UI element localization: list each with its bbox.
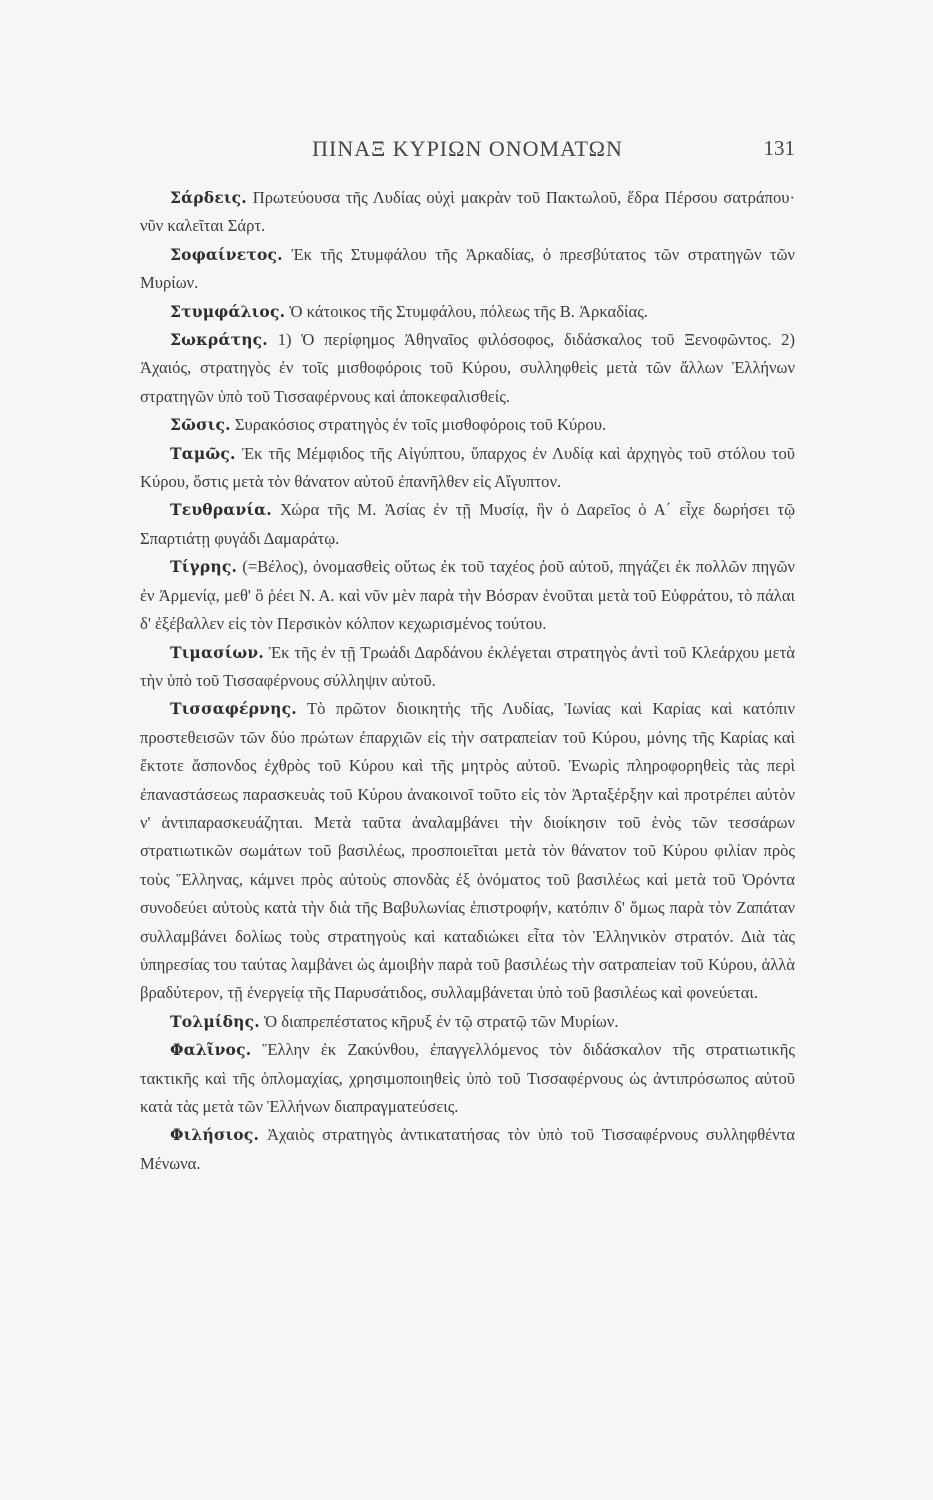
index-entry (140, 184, 795, 241)
entry-headword: Στυμφάλιος. (170, 301, 286, 321)
entry-headword: Σῶσις. (170, 415, 231, 435)
index-entry (140, 326, 795, 411)
entry-text: Ἐκ τῆς Μέμφιδος τῆς Αἰγύπτου, ὕπαρχος ἐν Λυδίᾳ καὶ ἀρχηγὸς τοῦ στόλου τοῦ Κύρου, ὅστις μετὰ τὸν θάνατον αὐτοῦ ἐπανῆλθεν εἰς Αἴγυπτον. (140, 443, 795, 492)
entry-headword: Τισσαφέρνης. (170, 699, 297, 719)
entry-text: Ἐκ τῆς ἐν τῇ Τρωάδι Δαρδάνου ἐκλέγεται στρατηγὸς ἀντὶ τοῦ Κλεάρχου μετὰ τὴν ὑπὸ τοῦ Τισσαφέρνους σύλληψιν αὐτοῦ. (140, 642, 795, 690)
index-entry (140, 298, 795, 326)
entry-text: Ὁ κάτοικος τῆς Στυμφάλου, πόλεως τῆς Β. Ἀρκαδίας. (289, 301, 648, 321)
entry-headword: Σοφαίνετος. (170, 244, 283, 264)
entry-headword: Τολμίδης. (170, 1011, 260, 1031)
index-entry (140, 411, 795, 439)
entry-text: 1) Ὁ περίφημος Ἀθηναῖος φιλόσοφος, διδάσκαλος τοῦ Ξενοφῶντος. 2) Ἀχαιός, στρατηγὸς ἐν τοῖς μισθοφόροις τοῦ Κύρου, συλληφθεὶς μετὰ τῶν ἄλλων Ἑλλήνων στρατηγῶν ὑπὸ τοῦ Τισσαφέρνους καὶ ἀποκεφαλισθείς. (140, 330, 795, 406)
entry-headword: Φαλῖνος. (170, 1040, 252, 1060)
index-entry (140, 1036, 795, 1121)
entry-headword: Τευθρανία. (170, 500, 272, 520)
entry-headword: Τίγρης. (170, 557, 238, 577)
entry-headword: Τιμασίων. (170, 642, 264, 662)
index-entry (140, 639, 795, 696)
entry-text: Ἀχαιὸς στρατηγὸς ἀντικατατήσας τὸν ὑπὸ τοῦ Τισσαφέρνους συλληφθέντα Μένωνα. (140, 1125, 795, 1173)
index-entries (140, 184, 795, 1178)
index-entry (140, 1121, 795, 1178)
entry-text: Συρακόσιος στρατηγὸς ἐν τοῖς μισθοφόροις τοῦ Κύρου. (234, 415, 607, 435)
index-entry (140, 1008, 795, 1036)
page-title: ΠΙΝΑΞ ΚΥΡΙΩΝ ΟΝΟΜΑΤΩΝ (312, 136, 623, 161)
entry-text: Ἕλλην ἐκ Ζακύνθου, ἐπαγγελλόμενος τὸν διδάσκαλον τῆς στρατιωτικῆς τακτικῆς καὶ τῆς ὁπλομαχίας, χρησιμοποιηθεὶς ὑπὸ τοῦ Τισσαφέρνους ὡς ἀντιπρόσωπος αὐτοῦ κατὰ τὰς μετὰ τῶν Ἑλλήνων διαπραγματεύσεις. (140, 1040, 795, 1116)
index-entry (140, 440, 795, 497)
entry-text: Πρωτεύουσα τῆς Λυδίας οὐχὶ μακρὰν τοῦ Πακτωλοῦ, ἕδρα Πέρσου σατράπου· νῦν καλεῖται Σάρτ. (140, 188, 795, 236)
index-entry (140, 553, 795, 638)
entry-headword: Ταμῶς. (170, 443, 236, 463)
entry-text: Χώρα τῆς Μ. Ἀσίας ἐν τῇ Μυσίᾳ, ἣν ὁ Δαρεῖος ὁ Α΄ εἶχε δωρήσει τῷ Σπαρτιάτῃ φυγάδι Δαμαράτῳ. (140, 500, 795, 548)
entry-text: Ἐκ τῆς Στυμφάλου τῆς Ἀρκαδίας, ὁ πρεσβύτατος τῶν στρατηγῶν τῶν Μυρίων. (140, 244, 795, 293)
entry-text: Τὸ πρῶτον διοικητὴς τῆς Λυδίας, Ἰωνίας καὶ Καρίας καὶ κατόπιν προστεθεισῶν τῶν δύο πρώτων ἐπαρχιῶν εἰς τὴν σατραπείαν τοῦ Κύρου, μόνης τῆς Καρίας καὶ ἔκτοτε ἄσπονδος ἐχθρὸς τοῦ Κύρου καὶ τῆς μητρὸς αὐτοῦ. Ἐνωρὶς πληροφορηθεὶς τὰς περὶ ἐπαναστάσεως παρασκευὰς τοῦ Κύρου ἀνακοινοῖ τοῦτο εἰς τὸν Ἀρταξέρξην καὶ προτρέπει αὐτὸν ν' ἀντιπαρασκευάζηται. Μετὰ ταῦτα ἀναλαμβάνει τὴν διοίκησιν τοῦ ἑνὸς τῶν τεσσάρων στρατιωτικῶν σωμάτων τοῦ βασιλέως, προσποιεῖται μετὰ τὸν θάνατον τοῦ Κύρου φιλίαν πρὸς τοὺς Ἕλληνας, κάμνει πρὸς αὐτοὺς σπονδὰς ἐξ ὀνόματος τοῦ βασιλέως καὶ μετὰ τοῦ Ὀρόντα συνοδεύει αὐτοὺς κατὰ τὴν διὰ τῆς Βαβυλωνίας ἐπιστροφήν, κατόπιν δ' ὅμως παρὰ τὸν Ζαπάταν συλλαμβάνει δολίως τοὺς στρατηγοὺς καὶ καταδιώκει εἶτα τὸν Ἑλληνικὸν στρατόν. Διὰ τὰς ὑπηρεσίας του ταύτας λαμβάνει ὡς ἀμοιβὴν παρὰ τοῦ βασιλέως τὴν σατραπείαν τοῦ Κύρου, ἀλλὰ βραδύτερον, τῇ ἐνεργείᾳ τῆς Παρυσάτιδος, συλλαμβάνεται ὑπὸ τοῦ βασιλέως καὶ φονεύεται. (140, 699, 795, 1003)
running-head (140, 136, 795, 166)
page-number: 131 (763, 136, 795, 160)
index-entry (140, 695, 795, 1007)
index-entry (140, 496, 795, 553)
index-entry (140, 241, 795, 298)
entry-headword: Σωκράτης. (170, 330, 268, 350)
entry-headword: Φιλήσιος. (170, 1125, 260, 1145)
entry-text: Ὁ διαπρεπέστατος κῆρυξ ἐν τῷ στρατῷ τῶν Μυρίων. (263, 1011, 619, 1031)
entry-text: (=Βέλος), ὀνομασθεὶς οὕτως ἐκ τοῦ ταχέος ῥοῦ αὐτοῦ, πηγάζει ἐκ πολλῶν πηγῶν ἐν Ἀρμενίᾳ, μεθ' ὃ ῥέει Ν. Α. καὶ νῦν μὲν παρὰ τὴν Βόσραν ἑνοῦται μετὰ τοῦ Εὐφράτου, τὸ πάλαι δ' ἐξέβαλλεν εἰς τὸν Περσικὸν κόλπον κεχωρισμένος τούτου. (140, 557, 795, 634)
entry-headword: Σάρδεις. (170, 188, 247, 207)
